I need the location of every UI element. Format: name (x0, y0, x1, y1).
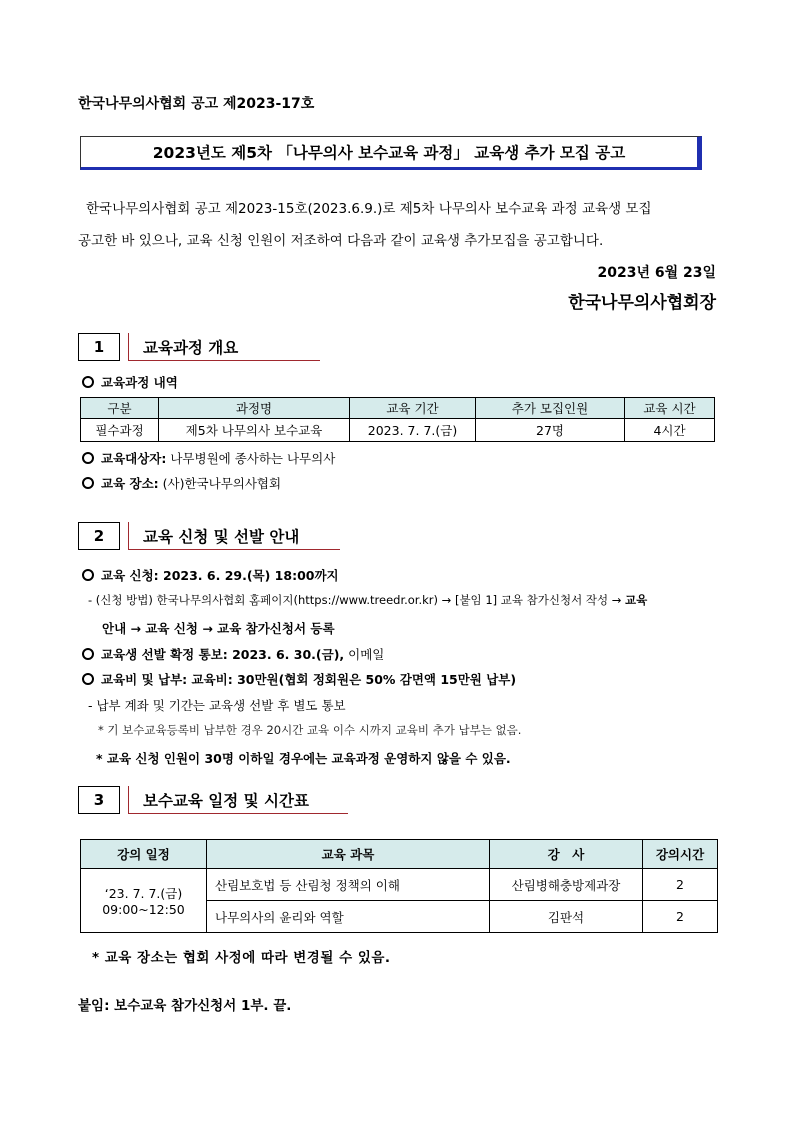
apply-text: 교육 신청: 2023. 6. 29.(목) 18:00까지 (101, 568, 339, 583)
attachment-note: 붙임: 보수교육 참가신청서 1부. 끝. (78, 998, 292, 1014)
page-title-text: 2023년도 제5차 「나무의사 보수교육 과정」 교육생 추가 모집 공고 (152, 144, 626, 162)
confirm-item (82, 645, 384, 663)
circle-bullet-icon (82, 648, 94, 660)
table-row (81, 869, 718, 901)
confirm-value: 이메일 (348, 647, 385, 662)
hours-cell: 2 (643, 869, 718, 901)
circle-bullet-icon (82, 673, 94, 685)
col-header: 과정명 (159, 398, 350, 419)
intro-line-2: 공고한 바 있으나, 교육 신청 인원이 저조하여 다음과 같이 교육생 추가모집을 공고합니다. (78, 233, 604, 249)
section-1-number: 1 (78, 333, 120, 361)
signature: 한국나무의사협회장 (568, 293, 716, 313)
col-header: 교육 기간 (350, 398, 476, 419)
target-value: 나무병원에 종사하는 나무의사 (170, 451, 336, 466)
fee-note-2: * 기 보수교육등록비 납부한 경우 20시간 교육 이수 시까지 교육비 추가 납부는 없음. (98, 723, 522, 737)
fee-item (82, 670, 516, 688)
intro-line-1: 한국나무의사협회 공고 제2023-15호(2023.6.9.)로 제5차 나무의사 보수교육 과정 교육생 모집 (86, 201, 652, 217)
col-header: 강의 일정 (81, 840, 207, 869)
fee-text: 교육비 및 납부: 교육비: 30만원(협회 정회원은 50% 감면액 15만원 납부) (101, 672, 517, 687)
subject-cell: 산림보호법 등 산림청 정책의 이해 (207, 869, 490, 901)
section-2-title: 교육 신청 및 선발 안내 (128, 522, 340, 550)
col-header: 교육 시간 (625, 398, 715, 419)
table-cell: 제5차 나무의사 보수교육 (159, 419, 350, 442)
circle-bullet-icon (82, 569, 94, 581)
schedule-date: ‘23. 7. 7.(금) (104, 886, 183, 901)
intro-paragraph (78, 193, 718, 257)
lecturer-cell: 산림병해충방제과장 (490, 869, 643, 901)
course-list-label-text: 교육과정 내역 (101, 375, 178, 390)
lecturer-cell: 김판석 (490, 901, 643, 933)
target-label: 교육대상자: (101, 451, 167, 466)
cancel-note: * 교육 신청 인원이 30명 이하일 경우에는 교육과정 운영하지 않을 수 있음. (96, 751, 511, 766)
circle-bullet-icon (82, 477, 94, 489)
apply-method-bold: 교육 (625, 593, 648, 607)
schedule-date-cell (81, 869, 207, 933)
table-cell: 2023. 7. 7.(금) (350, 419, 476, 442)
circle-bullet-icon (82, 452, 94, 464)
schedule-table-header (81, 840, 718, 869)
schedule-time: 09:00~12:50 (102, 902, 185, 917)
apply-method-line-2: 안내 → 교육 신청 → 교육 참가신청서 등록 (102, 621, 335, 636)
apply-item (82, 566, 339, 584)
table-cell: 필수과정 (81, 419, 159, 442)
hours-cell: 2 (643, 901, 718, 933)
table-cell: 27명 (476, 419, 625, 442)
section-2-number: 2 (78, 522, 120, 550)
schedule-table (80, 839, 718, 933)
place-label: 교육 장소: (101, 476, 159, 491)
notice-date: 2023년 6월 23일 (597, 265, 716, 281)
section-3-number: 3 (78, 786, 120, 814)
fee-note: - 납부 계좌 및 기간는 교육생 선발 후 별도 통보 (88, 698, 346, 713)
apply-method-text: - (신청 방법) 한국나무의사협회 홈페이지(https://www.treedr.or.kr) → [붙임 1] 교육 참가신청서 작성 → (88, 593, 622, 607)
table-cell: 4시간 (625, 419, 715, 442)
col-header: 강의시간 (643, 840, 718, 869)
section-3-title: 보수교육 일정 및 시간표 (128, 786, 348, 814)
col-header: 구분 (81, 398, 159, 419)
confirm-label: 교육생 선발 확정 통보: 2023. 6. 30.(금), (101, 647, 345, 662)
section-1-title: 교육과정 개요 (128, 333, 320, 361)
notice-number: 한국나무의사협회 공고 제2023-17호 (78, 96, 315, 112)
col-header: 교육 과목 (207, 840, 490, 869)
apply-method-line-1 (88, 592, 647, 608)
page-title (80, 136, 702, 170)
subject-cell: 나무의사의 윤리와 역할 (207, 901, 490, 933)
target-item (82, 449, 335, 467)
circle-bullet-icon (82, 376, 94, 388)
place-change-note: * 교육 장소는 협회 사정에 따라 변경될 수 있음. (92, 950, 391, 966)
course-table (80, 397, 715, 442)
place-value: (사)한국나무의사협회 (162, 476, 282, 491)
place-item (82, 474, 281, 492)
course-table-header (81, 398, 715, 419)
col-header: 추가 모집인원 (476, 398, 625, 419)
col-header: 강 사 (490, 840, 643, 869)
table-row (81, 419, 715, 442)
course-list-label (82, 373, 178, 391)
